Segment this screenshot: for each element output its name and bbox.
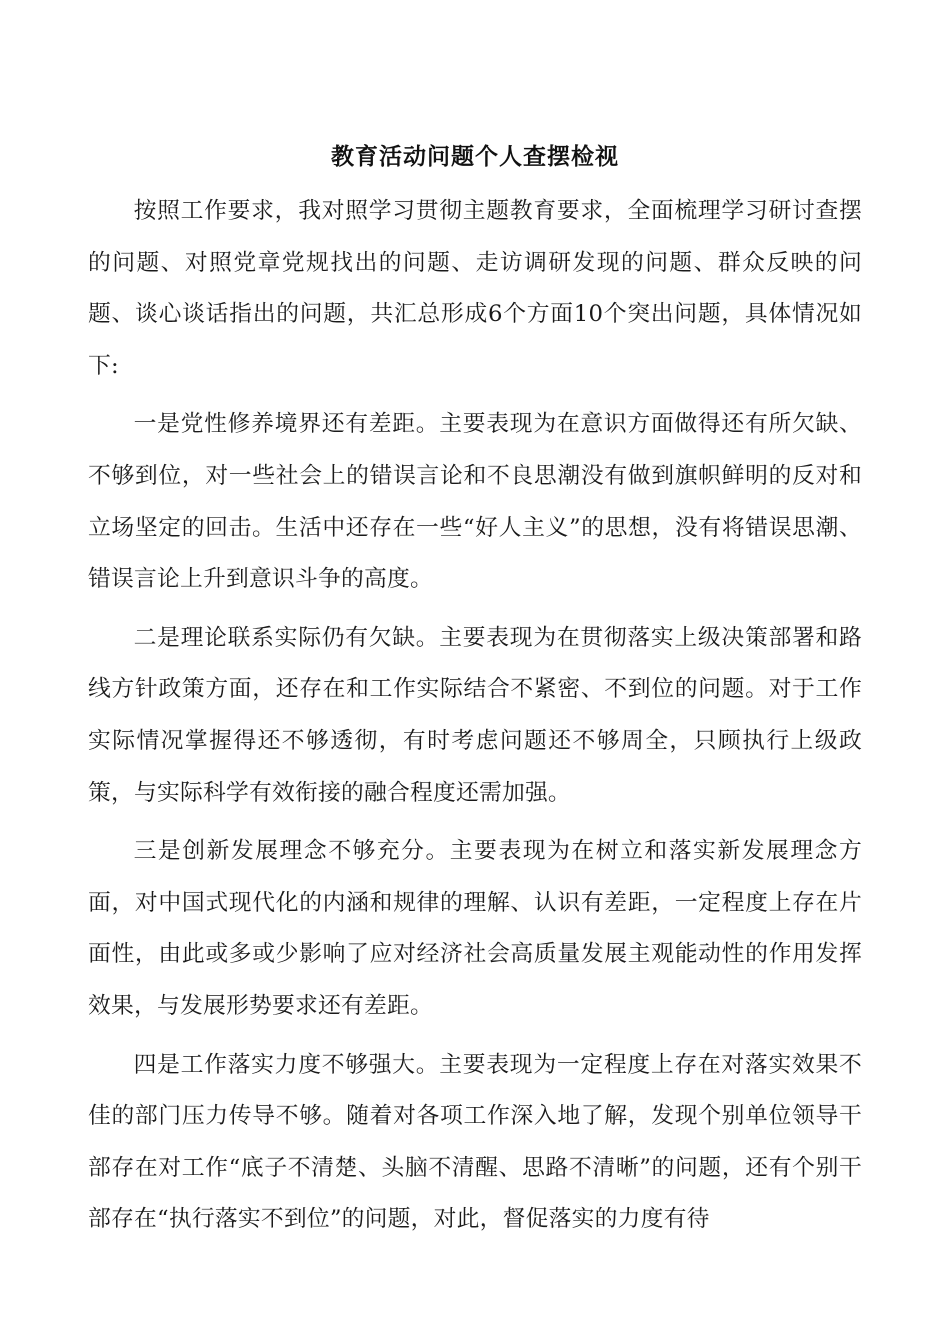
- document-body: [88, 186, 862, 1253]
- paragraph-issue-2: 二是理论联系实际仍有欠缺。主要表现为在贯彻落实上级决策部署和路线方针政策方面，还存在和工作实际结合不紧密、不到位的问题。对于工作实际情况掌握得还不够透彻，有时考虑问题还不够周全，只顾执行上级政策，与实际科学有效衔接的融合程度还需加强。: [88, 624, 862, 806]
- paragraph-issue-1: 一是党性修养境界还有差距。主要表现为在意识方面做得还有所欠缺、不够到位，对一些社会上的错误言论和不良思潮没有做到旗帜鲜明的反对和立场坚定的回击。生活中还存在一些“好人主义”的思想，没有将错误思潮、错误言论上升到意识斗争的高度。: [88, 411, 862, 593]
- paragraph-intro: 按照工作要求，我对照学习贯彻主题教育要求，全面梳理学习研讨查摆的问题、对照党章党规找出的问题、走访调研发现的问题、群众反映的问题、谈心谈话指出的问题，共汇总形成6个方面10个突出问题，具体情况如下:: [88, 198, 862, 379]
- paragraph-issue-4: 四是工作落实力度不够强大。主要表现为一定程度上存在对落实效果不佳的部门压力传导不够。随着对各项工作深入地了解，发现个别单位领导干部存在对工作“底子不清楚、头脑不清醒、思路不清晰”的问题，还有个别干部存在“执行落实不到位”的问题，对此，督促落实的力度有待: [88, 1051, 862, 1233]
- document-title: 教育活动问题个人查摆检视: [331, 143, 619, 170]
- paragraph-issue-3: 三是创新发展理念不够充分。主要表现为在树立和落实新发展理念方面，对中国式现代化的内涵和规律的理解、认识有差距，一定程度上存在片面性，由此或多或少影响了应对经济社会高质量发展主观能动性的作用发挥效果，与发展形势要求还有差距。: [88, 838, 862, 1019]
